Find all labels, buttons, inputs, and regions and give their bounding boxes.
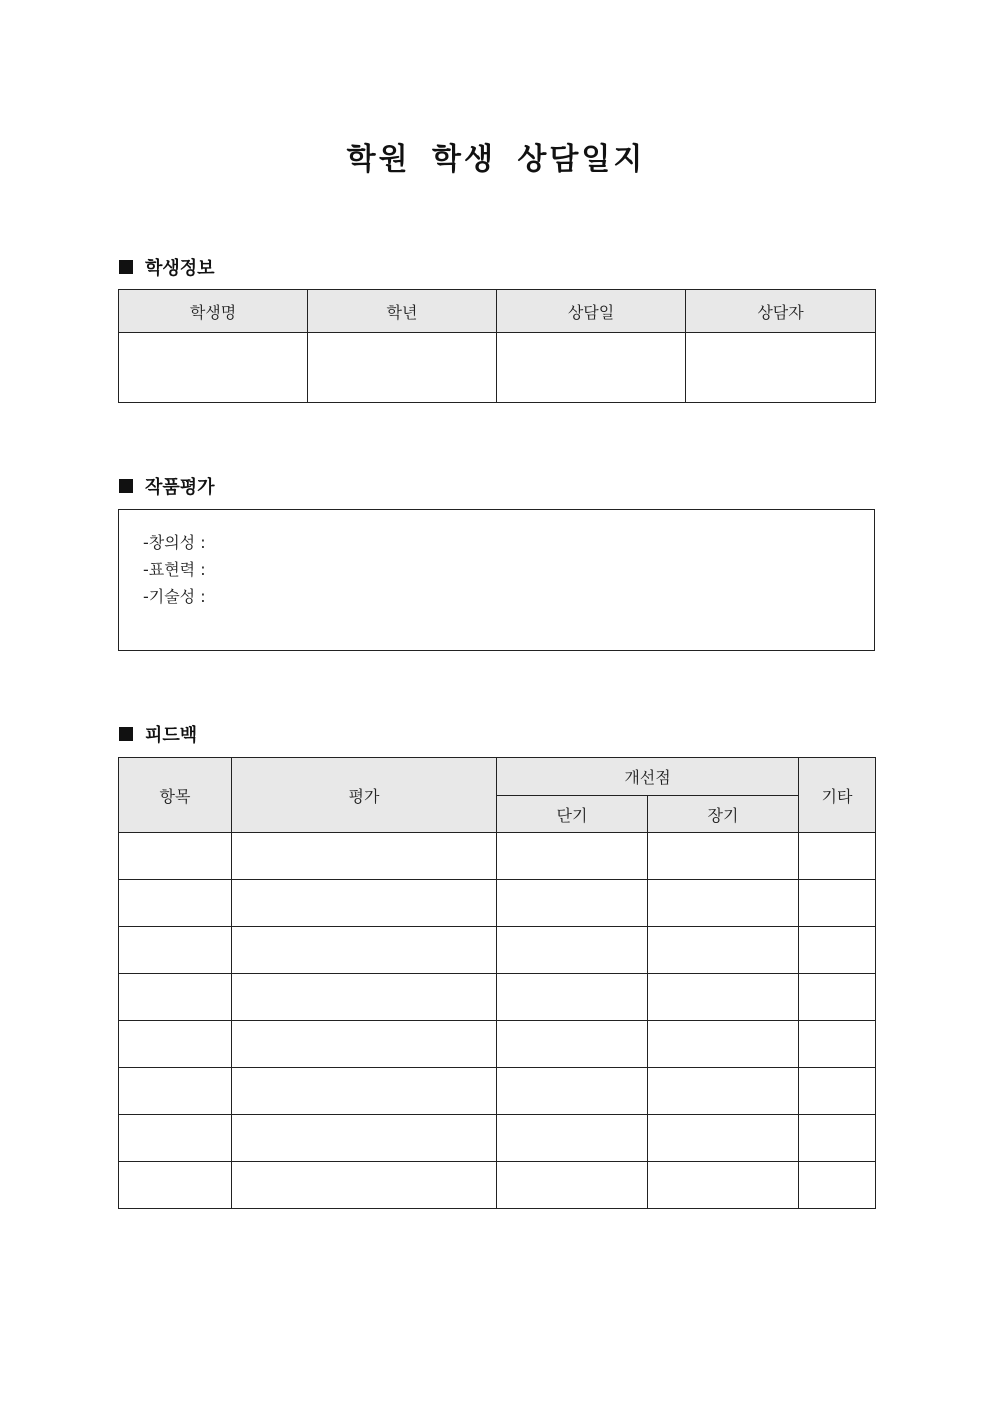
table-row: [119, 880, 876, 927]
header-other: 기타: [799, 758, 876, 833]
feedback-heading-label: 피드백: [145, 725, 198, 746]
feedback-cell[interactable]: [497, 833, 648, 880]
feedback-cell[interactable]: [497, 880, 648, 927]
header-evaluation: 평가: [232, 758, 497, 833]
student-info-table: [118, 289, 876, 403]
feedback-cell[interactable]: [497, 1068, 648, 1115]
square-bullet-icon: [119, 260, 133, 274]
feedback-cell[interactable]: [497, 974, 648, 1021]
student-info-heading: [119, 254, 215, 280]
feedback-cell[interactable]: [119, 833, 232, 880]
feedback-cell[interactable]: [648, 880, 799, 927]
eval-line-technique: -기술성 :: [143, 587, 206, 606]
feedback-cell[interactable]: [799, 974, 876, 1021]
feedback-cell[interactable]: [232, 927, 497, 974]
feedback-cell[interactable]: [119, 880, 232, 927]
feedback-cell[interactable]: [648, 1021, 799, 1068]
feedback-cell[interactable]: [648, 927, 799, 974]
feedback-cell[interactable]: [648, 1162, 799, 1209]
feedback-cell[interactable]: [648, 1115, 799, 1162]
feedback-cell[interactable]: [497, 1115, 648, 1162]
feedback-cell[interactable]: [232, 1021, 497, 1068]
header-student-name: 학생명: [119, 290, 308, 333]
feedback-cell[interactable]: [497, 927, 648, 974]
student-info-heading-label: 학생정보: [145, 258, 215, 279]
consult-date-cell[interactable]: [497, 333, 686, 403]
feedback-cell[interactable]: [232, 1068, 497, 1115]
student-name-cell[interactable]: [119, 333, 308, 403]
feedback-cell[interactable]: [232, 833, 497, 880]
feedback-cell[interactable]: [648, 1068, 799, 1115]
header-consult-date: 상담일: [497, 290, 686, 333]
feedback-cell[interactable]: [799, 1162, 876, 1209]
table-row: [119, 1162, 876, 1209]
feedback-cell[interactable]: [799, 1021, 876, 1068]
feedback-cell[interactable]: [232, 1162, 497, 1209]
header-grade: 학년: [308, 290, 497, 333]
feedback-cell[interactable]: [119, 974, 232, 1021]
table-row: [119, 833, 876, 880]
square-bullet-icon: [119, 727, 133, 741]
eval-line-creativity: -창의성 :: [143, 533, 206, 552]
page-title: 학원 학생 상담일지: [346, 142, 646, 177]
grade-cell[interactable]: [308, 333, 497, 403]
feedback-cell[interactable]: [232, 1115, 497, 1162]
header-short-term: 단기: [497, 796, 648, 833]
feedback-cell[interactable]: [497, 1021, 648, 1068]
feedback-cell[interactable]: [799, 1068, 876, 1115]
table-row: [119, 927, 876, 974]
feedback-table: [118, 757, 876, 1209]
feedback-cell[interactable]: [799, 927, 876, 974]
feedback-cell[interactable]: [119, 927, 232, 974]
feedback-cell[interactable]: [497, 1162, 648, 1209]
header-long-term: 장기: [648, 796, 799, 833]
feedback-cell[interactable]: [232, 974, 497, 1021]
work-evaluation-heading-label: 작품평가: [145, 477, 215, 498]
work-evaluation-heading: [119, 473, 215, 499]
square-bullet-icon: [119, 479, 133, 493]
header-item: 항목: [119, 758, 232, 833]
work-evaluation-box[interactable]: [118, 509, 875, 651]
eval-line-expression: -표현력 :: [143, 560, 206, 579]
counselor-cell[interactable]: [686, 333, 876, 403]
header-improvement: 개선점: [497, 758, 799, 796]
feedback-cell[interactable]: [648, 974, 799, 1021]
feedback-cell[interactable]: [799, 1115, 876, 1162]
table-row: [119, 1068, 876, 1115]
feedback-cell[interactable]: [119, 1115, 232, 1162]
table-row: [119, 974, 876, 1021]
feedback-cell[interactable]: [648, 833, 799, 880]
table-row: [119, 1115, 876, 1162]
table-row: [119, 1021, 876, 1068]
feedback-cell[interactable]: [799, 833, 876, 880]
feedback-heading: [119, 721, 197, 747]
feedback-cell[interactable]: [119, 1021, 232, 1068]
feedback-cell[interactable]: [119, 1068, 232, 1115]
feedback-cell[interactable]: [232, 880, 497, 927]
feedback-cell[interactable]: [119, 1162, 232, 1209]
feedback-cell[interactable]: [799, 880, 876, 927]
header-counselor: 상담자: [686, 290, 876, 333]
